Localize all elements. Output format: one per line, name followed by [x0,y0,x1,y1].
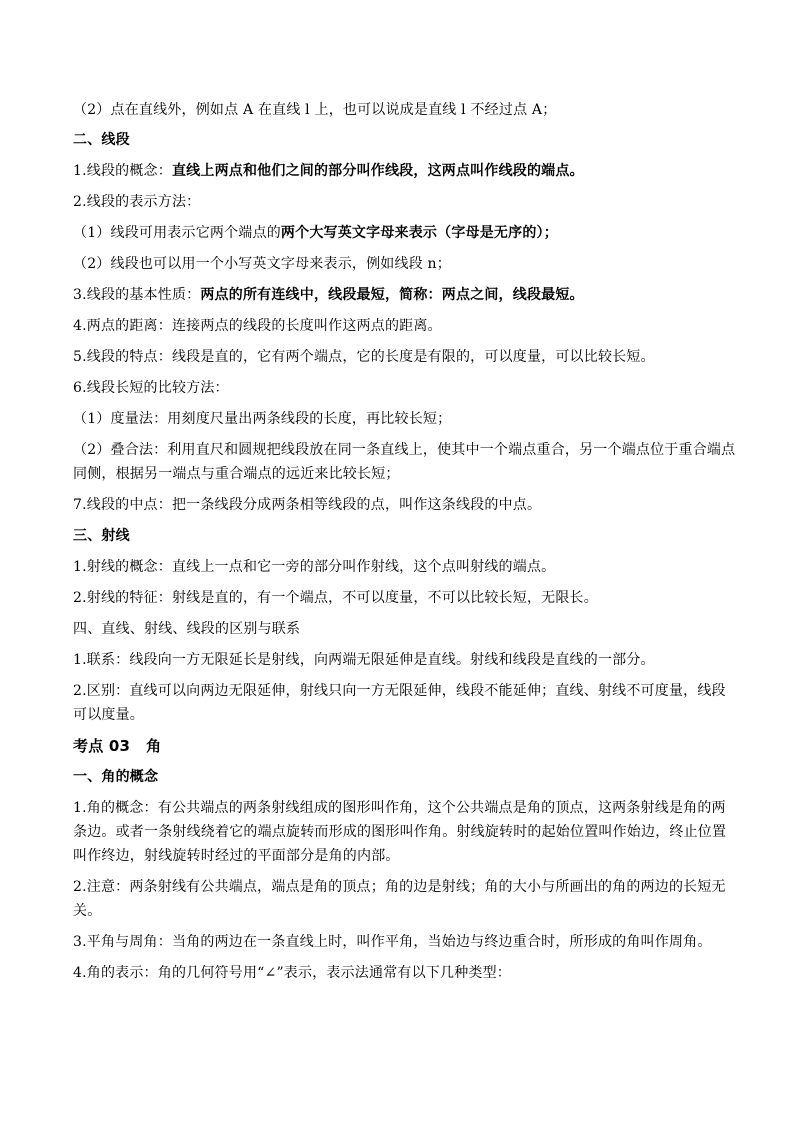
text-line: 4.角的表示：角的几何符号用“∠”表示，表示法通常有以下几种类型： [73,965,512,981]
text-line: 2.区别：直线可以向两边无限延伸，射线只向一方无限延伸，线段不能延伸；直线、射线不可度量，线段 [73,683,726,699]
text-line: （2）叠合法：利用直尺和圆规把线段放在同一条直线上，使其中一个端点重合，另一个端点位于重合端点 [73,442,736,458]
text-line: 可以度量。 [73,707,144,723]
kaodian-label: 考点 03 [73,737,131,755]
text-line: 2.注意：两条射线有公共端点，端点是角的顶点；角的边是射线；角的大小与所画出的角的两边的长短无 [73,879,726,895]
kaodian-title: 角 [146,737,162,755]
text-line: 1.联系：线段向一方无限延长是射线，向两端无限延伸是直线。射线和线段是直线的一部分。 [73,652,655,668]
text-line: 2.线段的表示方法： [73,194,201,210]
text-emphasis: 直线上两点和他们之间的部分叫作线段，这两点叫作线段的端点。 [171,163,584,179]
text-line: 叫作终边，射线旋转时经过的平面部分是角的内部。 [73,848,400,864]
text-line: 1.角的概念：有公共端点的两条射线组成的图形叫作角，这个公共端点是角的顶点，这两条射线是角的两 [73,800,726,816]
text-line: 7.线段的中点：把一条线段分成两条相等线段的点，叫作这条线段的中点。 [73,497,542,513]
text-line: （2）点在直线外，例如点 A 在直线 l 上，也可以说成是直线 l 不经过点 A； [73,102,557,118]
kaodian-heading [73,736,723,756]
text-emphasis: 两个大写英文字母来表示（字母是无序的）； [280,225,558,241]
document-page [73,100,736,983]
text-lead: 1.线段的概念： [73,163,172,179]
section-heading-angle-concept: 一、角的概念 [73,769,159,785]
text-line: 6.线段长短的比较方法： [73,380,229,396]
text-lead: 3.线段的基本性质： [73,287,201,303]
text-line: 5.线段的特点：线段是直的，它有两个端点，它的长度是有限的，可以度量，可以比较长短。 [73,349,655,365]
text-line: 同侧，根据另一端点与重合端点的远近来比较长短； [73,466,400,482]
text-line: 3.平角与周角：当角的两边在一条直线上时，叫作平角，当始边与终边重合时，所形成的角叫作周角。 [73,934,712,950]
text-line [73,223,723,243]
section-heading-ray: 三、射线 [73,528,130,544]
section-heading-segment: 二、线段 [73,132,130,148]
text-line: 关。 [73,903,102,919]
text-emphasis: 两点的所有连线中，线段最短，简称：两点之间，线段最短。 [200,287,584,303]
text-lead: （1）线段可用表示它两个端点的 [73,225,281,241]
text-line: 4.两点的距离：连接两点的线段的长度叫作这两点的距离。 [73,318,442,334]
text-line: 条边。或者一条射线绕着它的端点旋转而形成的图形叫作角。射线旋转时的起始位置叫作始边，终止位置 [73,824,727,840]
text-line: （1）度量法：用刻度尺量出两条线段的长度，再比较长短； [73,411,452,427]
text-line: （2）线段也可以用一个小写英文字母来表示，例如线段 n； [73,256,451,272]
text-line: 2.射线的特征：射线是直的，有一个端点，不可以度量，不可以比较长短，无限长。 [73,590,598,606]
text-line [73,161,723,181]
section-heading-relations: 四、直线、射线、线段的区别与联系 [73,621,301,637]
text-line: 1.射线的概念：直线上一点和它一旁的部分叫作射线，这个点叫射线的端点。 [73,559,556,575]
text-line [73,285,723,305]
